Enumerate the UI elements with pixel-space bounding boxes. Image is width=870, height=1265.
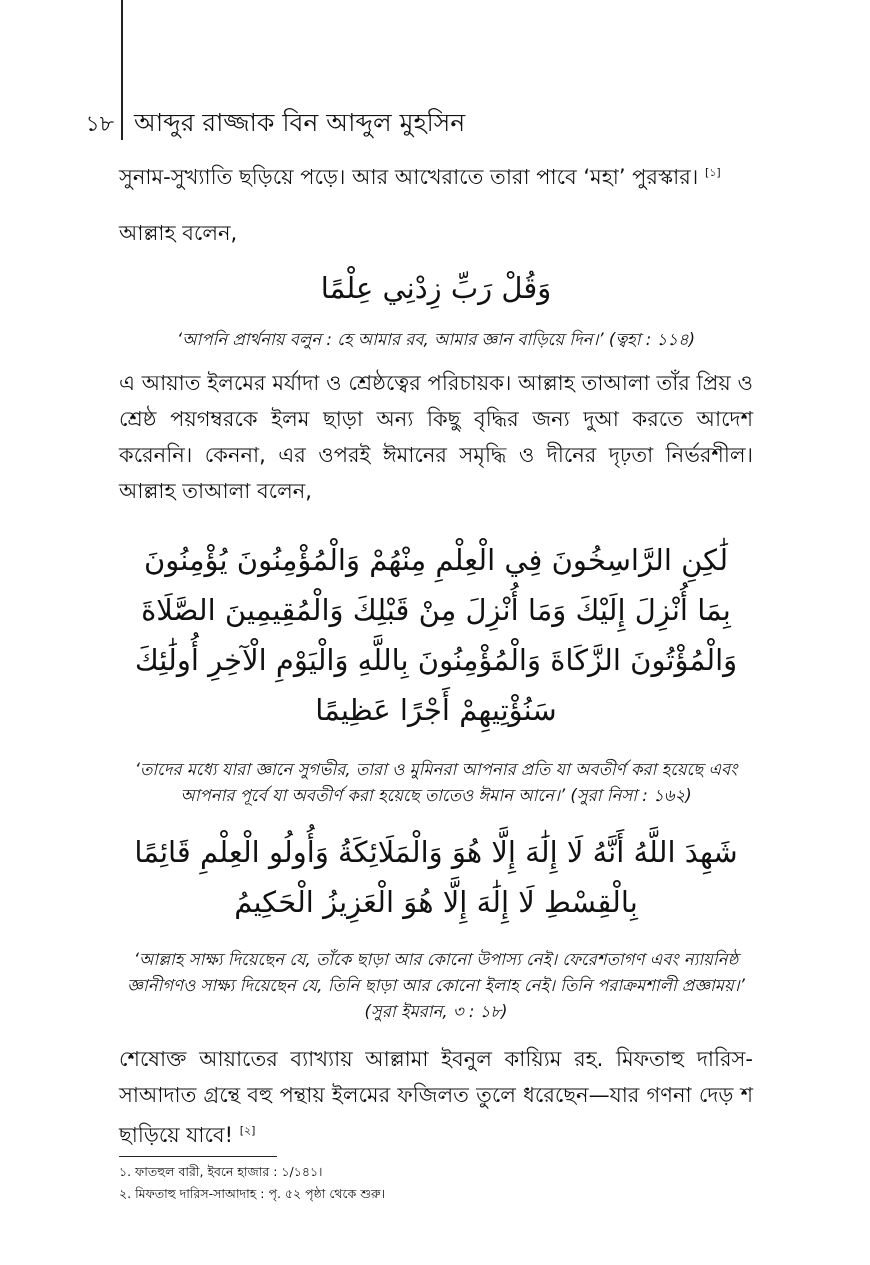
- arabic-verse-2-line: سَنُؤْتِيهِمْ أَجْرًا عَظِيمًا: [315, 693, 557, 727]
- arabic-verse-2-line: وَالْمُؤْتُونَ الزَّكَاةَ وَالْمُؤْمِنُونَ بِاللَّهِ وَالْيَوْمِ الْآخِرِ أُولَٰئِكَ: [134, 643, 738, 677]
- page-body: [119, 155, 753, 1153]
- page-header: [0, 103, 870, 139]
- translation-2: ‘তাদের মধ্যে যারা জ্ঞানে সুগভীর, তারা ও মুমিনরা আপনার প্রতি যা অবতীর্ণ করা হয়েছে এবং আপনার পূর্বে যা অবতীর্ণ করা হয়েছে তাতেও ঈমান আনে।’ (সুরা নিসা : ১৬২): [134, 760, 738, 805]
- translation-1: ‘আপনি প্রার্থনায় বলুন : হে আমার রব, আমার জ্ঞান বাড়িয়ে দিন।’ (ত্বহা : ১১৪): [176, 330, 696, 349]
- footnote-ref-2: [২]: [239, 1124, 256, 1137]
- arabic-verse-3-line: شَهِدَ اللَّهُ أَنَّهُ لَا إِلَٰهَ إِلَّا هُوَ وَالْمَلَائِكَةُ وَأُولُو الْعِلْمِ قَائِمًا: [134, 835, 738, 869]
- arabic-verse-1: وَقُلْ رَبِّ زِدْنِي عِلْمًا: [320, 271, 552, 305]
- arabic-verse-2: [119, 535, 753, 735]
- arabic-verse-3: [119, 827, 753, 927]
- paragraph-2: আল্লাহ বলেন,: [119, 221, 238, 245]
- paragraph-3: এ আয়াত ইলমের মর্যাদা ও শ্রেষ্ঠত্বের পরিচায়ক। আল্লাহ তাআলা তাঁর প্রিয় ও শ্রেষ্ঠ পয়গম্বরকে ইলম ছাড়া অন্য কিছু বৃদ্ধির জন্য দুআ করতে আদেশ করেননি। কেননা, এর ওপরই ঈমানের সমৃদ্ধি ও দীনের দৃঢ়তা নির্ভরশীল। আল্লাহ তাআলা বলেন,: [119, 371, 753, 503]
- arabic-verse-3-line: بِالْقِسْطِ لَا إِلَٰهَ إِلَّا هُوَ الْعَزِيزُ الْحَكِيمُ: [234, 885, 638, 919]
- translation-3: ‘আল্লাহ সাক্ষ্য দিয়েছেন যে, তাঁকে ছাড়া আর কোনো উপাস্য নেই। ফেরেশতাগণ এবং ন্যায়নিষ্ঠ জ্ঞানীগণও সাক্ষ্য দিয়েছেন যে, তিনি ছাড়া আর কোনো ইলাহ নেই। তিনি পরাক্রমশালী প্রজ্ঞাময়।’ (সুরা ইমরান, ৩ : ১৮): [127, 950, 745, 1021]
- paragraph-1: [119, 155, 753, 195]
- arabic-verse-2-line: لَٰكِنِ الرَّاسِخُونَ فِي الْعِلْمِ مِنْهُمْ وَالْمُؤْمِنُونَ يُؤْمِنُونَ: [143, 543, 729, 577]
- paragraph-1-text: সুনাম-সুখ্যাতি ছড়িয়ে পড়ে। আর আখেরাতে তারা পাবে ‘মহা’ পুরস্কার।: [119, 165, 699, 189]
- footnotes: [119, 1156, 753, 1205]
- arabic-verse-2-line: بِمَا أُنْزِلَ إِلَيْكَ وَمَا أُنْزِلَ مِنْ قَبْلِكَ وَالْمُقِيمِينَ الصَّلَاةَ: [141, 593, 731, 627]
- paragraph-4-text: শেষোক্ত আয়াতের ব্যাখ্যায় আল্লামা ইবনুল কায়্যিম রহ. মিফতাহু দারিস-সাআদাত গ্রন্থে বহু পন্থায় ইলমের ফজিলত তুলে ধরেছেন—যার গণনা দেড় শ ছাড়িয়ে যাবে!: [119, 1047, 753, 1147]
- running-title: আব্দুর রাজ্জাক বিন আব্দুল মুহসিন: [134, 108, 466, 137]
- page-number: ১৮: [85, 112, 114, 137]
- footnote-ref-1: [১]: [704, 166, 721, 179]
- footnote-1: ১. ফাতহুল বারী, ইবনে হাজার : ১/১৪১।: [119, 1164, 323, 1179]
- footnote-2: ২. মিফতাহু দারিস-সাআদাহ : পৃ. ৫২ পৃষ্ঠা থেকে শুরু।: [119, 1186, 386, 1201]
- footnote-rule: [119, 1156, 277, 1157]
- paragraph-4: [119, 1041, 753, 1153]
